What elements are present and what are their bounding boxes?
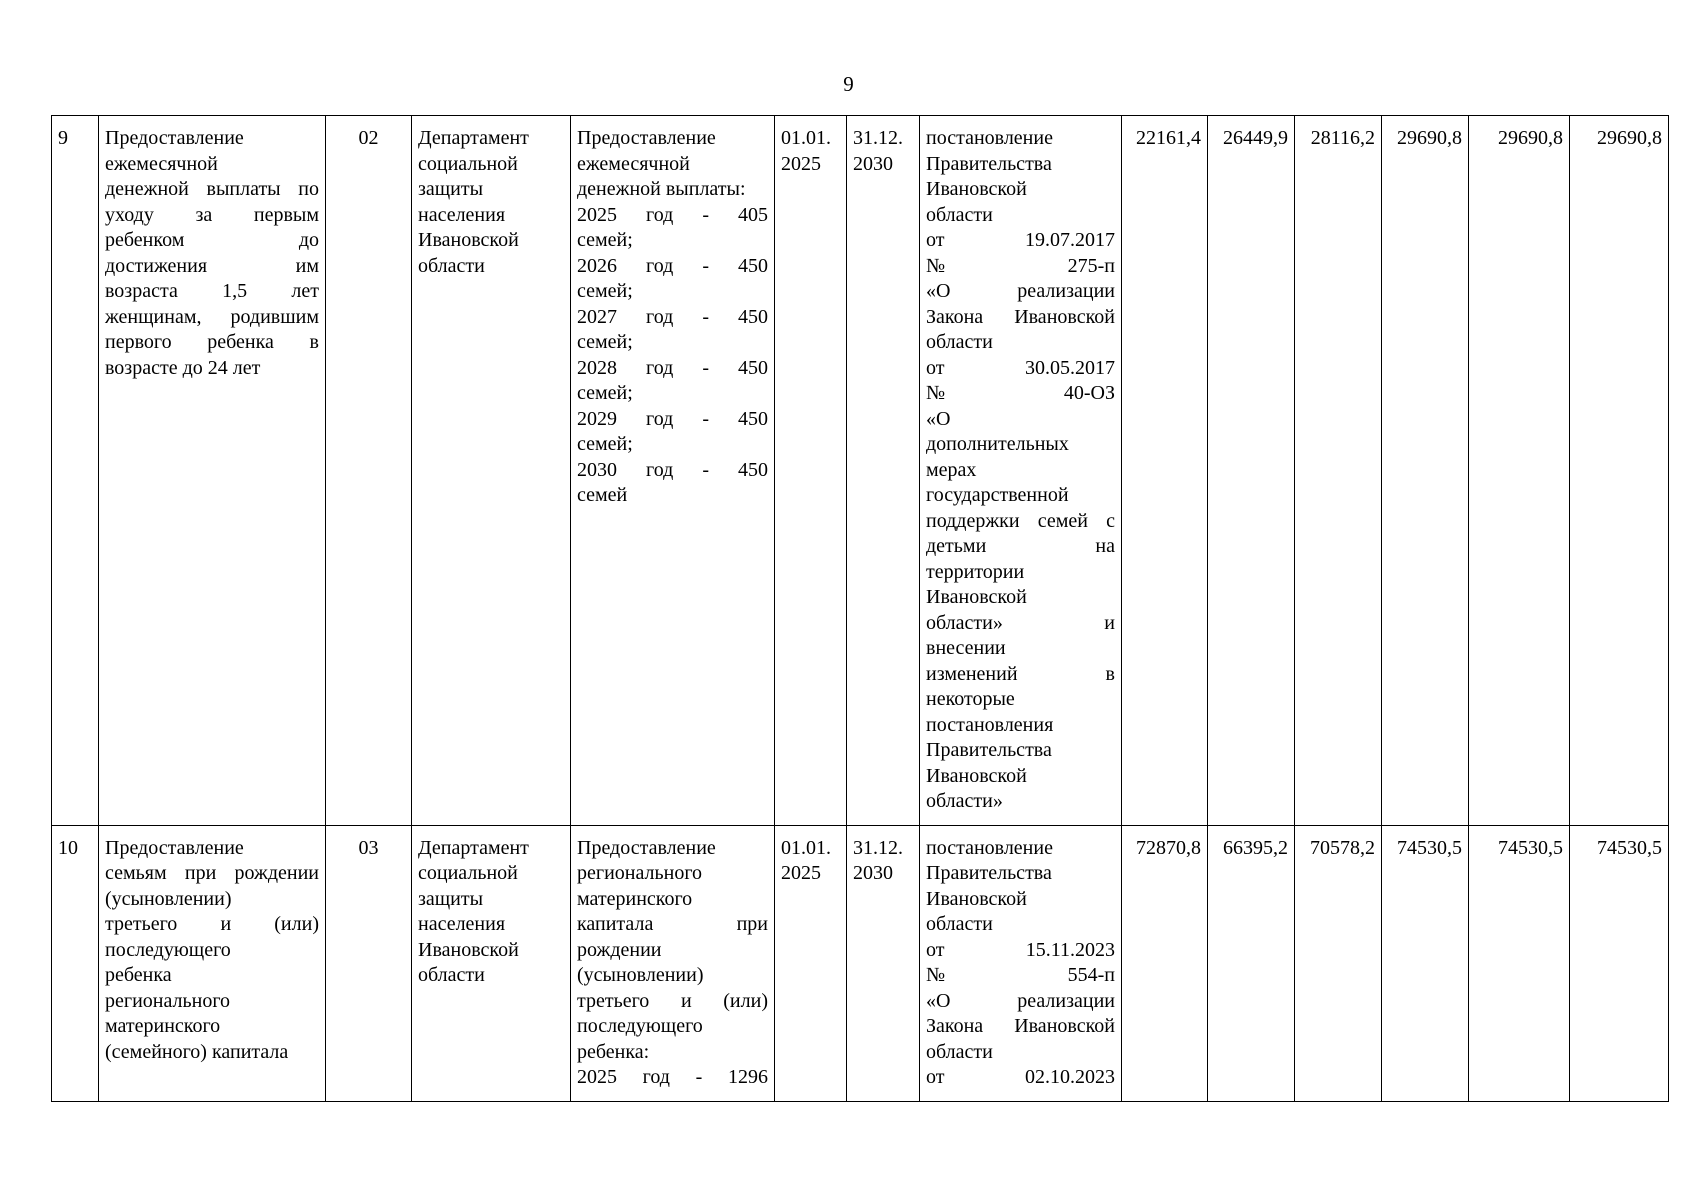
table-body (52, 116, 1669, 1102)
department-line: Департамент (418, 127, 529, 149)
table-row (52, 825, 1669, 1101)
funding-value-cell: 74530,5 (1469, 825, 1570, 1101)
result-line (577, 356, 768, 382)
result-line-word: год (642, 1066, 670, 1088)
end-date-cell (847, 116, 920, 826)
legal-act-line: области (926, 1040, 993, 1063)
date-line: 2025 (781, 152, 821, 175)
measure-name-line: возрасте до 24 лет (105, 356, 261, 379)
measure-name-line (105, 912, 319, 938)
legal-act-line (926, 509, 1115, 535)
result-line-word: 2026 (577, 254, 617, 277)
result-line-word: 2030 (577, 458, 617, 481)
legal-act-line: Ивановской (926, 586, 1027, 608)
measure-name-line: ребенка (105, 964, 172, 986)
result-line: рождении (577, 938, 662, 961)
legal-act-line-word: от (926, 229, 945, 251)
legal-act-line (926, 305, 1115, 331)
legal-act-line-word: реализации (1017, 280, 1115, 302)
legal-act-line-word: реализации (1017, 989, 1115, 1012)
legal-act-line (926, 989, 1115, 1015)
department-line: области (418, 254, 485, 277)
measure-name-line: Предоставление (105, 127, 244, 149)
measure-name-line: (усыновлении) (105, 887, 232, 910)
result-line: семей; (577, 331, 633, 353)
measure-name-line (105, 861, 319, 887)
legal-act-line (926, 381, 1115, 407)
legal-act-line (926, 356, 1115, 382)
legal-act-line-word: области» (926, 611, 1003, 634)
department-line: населения (418, 913, 506, 935)
result-line (577, 407, 768, 433)
result-line: семей; (577, 433, 633, 455)
result-line-word: третьего (577, 989, 650, 1012)
measure-name-line-word: достижения (105, 254, 208, 277)
legal-act-line: Ивановской (926, 178, 1027, 200)
start-date-cell (775, 825, 847, 1101)
result-line: материнского (577, 887, 693, 910)
legal-act-line-word: Закона (926, 305, 984, 328)
legal-act-line (926, 938, 1115, 964)
measure-name-cell (99, 116, 326, 826)
legal-act-line-word: № (926, 382, 946, 404)
result-line-word: год (646, 458, 674, 481)
measure-name-line: (семейного) капитала (105, 1040, 289, 1063)
result-line-word: 450 (737, 254, 768, 277)
funding-value-cell: 29690,8 (1570, 116, 1669, 826)
legal-act-line (926, 662, 1115, 688)
legal-act-line-word: 02.10.2023 (1025, 1066, 1115, 1088)
legal-act-line-word: № (926, 964, 946, 986)
result-line-word: 450 (737, 356, 768, 379)
result-line-word: - (702, 356, 709, 379)
result-line-word: - (702, 254, 709, 277)
result-line (577, 912, 768, 938)
measure-name-line-word: первым (253, 203, 319, 226)
legal-act-line: Ивановской (926, 764, 1027, 787)
result-line (577, 203, 768, 229)
measure-name-line: Предоставление (105, 836, 244, 859)
result-line-word: (или) (723, 989, 768, 1012)
legal-act-line: Правительства (926, 739, 1052, 761)
legal-act-line-word: в (1105, 662, 1115, 685)
result-line-word: 2025 (577, 1066, 617, 1088)
legal-act-line (926, 534, 1115, 560)
legal-act-line-word: Закона (926, 1015, 984, 1037)
legal-act-line-word: и (1104, 611, 1115, 634)
legal-act-line-word: Ивановской (1014, 305, 1115, 328)
department-line: области (418, 964, 485, 986)
legal-act-line-word: 275-п (1067, 254, 1115, 277)
result-line-word: капитала (577, 913, 654, 935)
measure-name-line-word: 1,5 (222, 280, 248, 302)
result-line-word: год (646, 356, 674, 379)
legal-act-line: постановления (926, 713, 1054, 736)
result-line-word: 450 (737, 407, 768, 430)
measure-name-line-word: рождении (234, 862, 319, 884)
measure-name-line-word: третьего (105, 913, 178, 935)
result-line-word: 450 (737, 305, 768, 328)
result-line-word: год (646, 254, 674, 277)
legal-act-line: территории (926, 560, 1025, 583)
result-line: денежной выплаты: (577, 178, 746, 200)
result-line (577, 458, 768, 484)
legal-act-line-word: 15.11.2023 (1025, 938, 1115, 961)
result-line: семей; (577, 382, 633, 404)
result-line-word: - (702, 407, 709, 430)
result-line-word: 405 (737, 203, 768, 226)
legal-act-line-word: на (1095, 535, 1115, 557)
measure-name-line-word: по (298, 178, 319, 200)
legal-act-line-word: от (926, 1066, 945, 1088)
department-line: социальной (418, 152, 518, 175)
funding-value-cell: 29690,8 (1382, 116, 1469, 826)
row-number-cell: 10 (52, 825, 99, 1101)
legal-act-line: государственной (926, 484, 1069, 506)
legal-act-line (926, 228, 1115, 254)
legal-act-line (926, 963, 1115, 989)
measure-name-line (105, 203, 319, 229)
department-line: социальной (418, 862, 518, 884)
legal-act-line-word: «О (926, 989, 951, 1012)
legal-act-line: «О (926, 407, 951, 430)
measure-name-line-word: денежной (105, 178, 189, 200)
result-line-word: - (702, 458, 709, 481)
measure-name-line-word: (или) (274, 913, 319, 935)
measure-name-line: последующего (105, 938, 231, 961)
legal-act-line: области (926, 203, 993, 226)
result-line-word: 1296 (728, 1066, 768, 1088)
legal-act-line: внесении (926, 637, 1006, 659)
legal-act-line-word: от (926, 356, 945, 379)
department-line: защиты (418, 887, 484, 910)
department-line: населения (418, 203, 506, 226)
measure-name-line: материнского (105, 1015, 221, 1037)
result-line-word: и (680, 989, 692, 1012)
result-line: ребенка: (577, 1040, 650, 1063)
legal-act-line: некоторые (926, 688, 1015, 710)
measure-name-line (105, 305, 319, 331)
legal-act-line-word: детьми (926, 535, 987, 557)
funding-value-cell: 72870,8 (1122, 825, 1208, 1101)
result-line (577, 254, 768, 280)
measure-name-line (105, 177, 319, 203)
expected-result-cell (571, 825, 775, 1101)
result-line-word: год (646, 203, 674, 226)
measure-name-line-word: до (298, 229, 319, 251)
department-line: Ивановской (418, 938, 519, 961)
measure-name-line (105, 254, 319, 280)
legal-act-line: мерах (926, 458, 977, 481)
result-line-word: год (646, 407, 674, 430)
result-line: Предоставление (577, 836, 716, 859)
funding-value-cell: 26449,9 (1208, 116, 1295, 826)
date-line: 01.01. (781, 127, 831, 149)
legal-act-line: области» (926, 790, 1003, 812)
responsible-department-cell (412, 116, 571, 826)
legal-act-line-word: от (926, 938, 945, 961)
measure-name-line-word: лет (291, 280, 319, 302)
result-line-word: 2029 (577, 407, 617, 430)
date-line: 2030 (853, 862, 893, 884)
legal-act-line (926, 254, 1115, 280)
row-number-cell: 9 (52, 116, 99, 826)
legal-act-line (926, 279, 1115, 305)
measure-name-line-word: родившим (230, 305, 319, 328)
legal-act-line-word: 40-ОЗ (1063, 382, 1115, 404)
measure-name-line-word: им (295, 254, 319, 277)
legal-act-line: Правительства (926, 152, 1052, 175)
legal-act-line (926, 1014, 1115, 1040)
result-line: семей (577, 484, 628, 506)
end-date-cell (847, 825, 920, 1101)
measure-code-cell: 03 (326, 825, 412, 1101)
funding-value-cell: 66395,2 (1208, 825, 1295, 1101)
department-line: Ивановской (418, 229, 519, 251)
result-line: регионального (577, 862, 703, 884)
measure-name-line-word: семьям (105, 862, 167, 884)
measure-name-line-word: уходу (105, 203, 154, 226)
measure-name-line: регионального (105, 989, 231, 1012)
date-line: 01.01. (781, 836, 831, 859)
legal-act-line: Ивановской (926, 887, 1027, 910)
department-line: защиты (418, 178, 484, 200)
legal-act-line-word: № (926, 254, 946, 277)
legal-act-line (926, 1065, 1115, 1091)
date-line: 2025 (781, 862, 821, 884)
legal-act-line-word: изменений (926, 662, 1018, 685)
legal-act-line-word: 19.07.2017 (1025, 229, 1115, 251)
legal-act-line: Правительства (926, 862, 1052, 884)
table-row (52, 116, 1669, 826)
date-line: 31.12. (853, 836, 903, 859)
measure-name-line-word: первого (105, 331, 172, 353)
result-line (577, 1065, 768, 1091)
legal-act-line-word: 30.05.2017 (1025, 356, 1115, 379)
result-line-word: 2025 (577, 203, 617, 226)
department-line: Департамент (418, 836, 529, 859)
result-line-word: 2027 (577, 305, 617, 328)
result-line: семей; (577, 280, 633, 302)
measure-name-line-word: возраста (105, 280, 178, 302)
funding-value-cell: 22161,4 (1122, 116, 1208, 826)
result-line-word: 450 (737, 458, 768, 481)
legal-act-line (926, 611, 1115, 637)
legal-act-line-word: 554-п (1067, 964, 1115, 986)
result-line (577, 305, 768, 331)
result-line: ежемесячной (577, 152, 690, 175)
funding-value-cell: 29690,8 (1469, 116, 1570, 826)
funding-value-cell: 70578,2 (1295, 825, 1382, 1101)
measure-name-line-word: женщинам, (105, 305, 202, 328)
legal-act-line: постановление (926, 836, 1053, 859)
start-date-cell (775, 116, 847, 826)
funding-value-cell: 28116,2 (1295, 116, 1382, 826)
legal-act-cell (920, 116, 1122, 826)
legal-act-cell (920, 825, 1122, 1101)
result-line-word: год (646, 305, 674, 328)
measure-name-line-word: и (220, 913, 232, 935)
measure-name-line-word: за (195, 203, 213, 226)
result-line: семей; (577, 229, 633, 251)
legal-act-line: постановление (926, 127, 1053, 149)
date-line: 2030 (853, 152, 893, 175)
result-line-word: 2028 (577, 356, 617, 379)
result-line: последующего (577, 1015, 703, 1037)
legal-act-line-word: Ивановской (1014, 1015, 1115, 1037)
result-line-word: - (702, 305, 709, 328)
measure-name-line (105, 228, 319, 254)
page-number: 9 (843, 72, 854, 96)
measure-name-line-word: при (184, 862, 217, 884)
legal-act-line-word: «О (926, 280, 951, 302)
measure-name-line (105, 279, 319, 305)
result-line: Предоставление (577, 127, 716, 149)
responsible-department-cell (412, 825, 571, 1101)
legal-act-line-word: семей (1037, 509, 1088, 532)
result-line-word: при (736, 913, 768, 935)
measure-name-line-word: ребенка (207, 331, 274, 353)
legal-act-line: области (926, 913, 993, 935)
measure-name-line-word: в (309, 331, 319, 353)
expected-result-cell (571, 116, 775, 826)
legal-act-line: области (926, 331, 993, 353)
result-line: (усыновлении) (577, 964, 704, 986)
legal-act-line-word: поддержки (926, 509, 1020, 532)
funding-value-cell: 74530,5 (1570, 825, 1669, 1101)
legal-act-line-word: с (1106, 509, 1115, 532)
funding-value-cell: 74530,5 (1382, 825, 1469, 1101)
result-line-word: - (695, 1066, 703, 1088)
measure-name-line-word: выплаты (206, 178, 281, 200)
result-line-word: - (702, 203, 709, 226)
date-line: 31.12. (853, 127, 903, 149)
legal-act-line: дополнительных (926, 433, 1069, 455)
measure-name-line (105, 330, 319, 356)
program-measures-table (51, 115, 1669, 1102)
measure-name-cell (99, 825, 326, 1101)
result-line (577, 989, 768, 1015)
measure-name-line-word: ребенком (105, 229, 185, 251)
measure-code-cell: 02 (326, 116, 412, 826)
measure-name-line: ежемесячной (105, 152, 218, 175)
